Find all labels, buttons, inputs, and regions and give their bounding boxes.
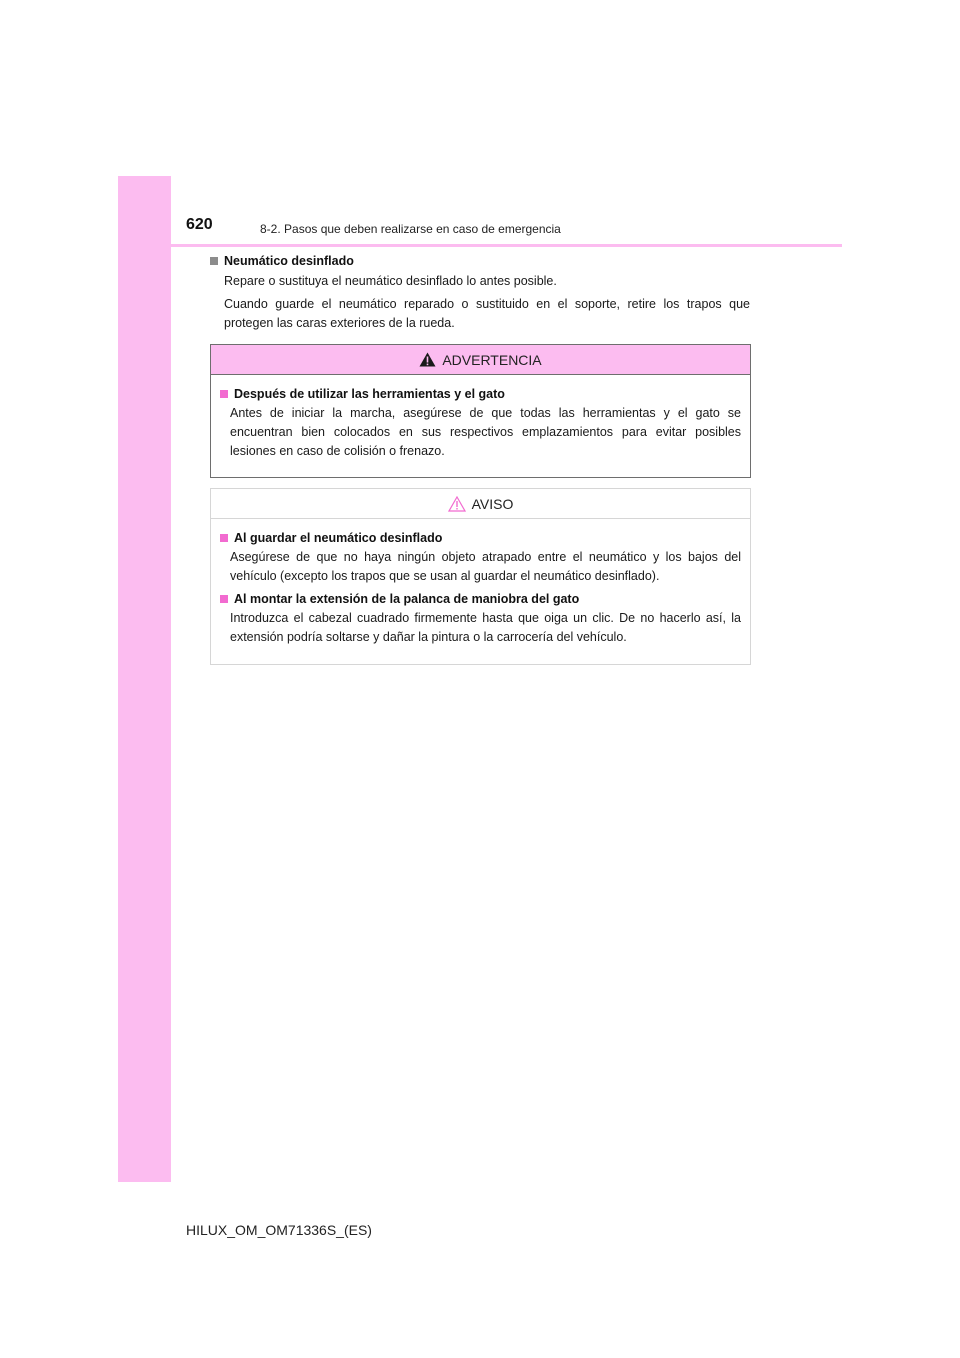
main-paragraph: Repare o sustituya el neumático desinflado lo antes posible.: [224, 274, 557, 288]
main-paragraph: Cuando guarde el neumático reparado o sustituido en el soporte, retire los trapos que protegen las caras exteriores de la rueda.: [224, 297, 750, 330]
notice-item-heading: [220, 592, 741, 606]
notice-box-header: [211, 489, 750, 519]
notice-box-title: AVISO: [471, 495, 514, 512]
caution-outline-icon: [448, 496, 466, 512]
square-bullet-icon: [220, 534, 228, 542]
page-number: 620: [186, 216, 213, 233]
notice-item-heading-text: Al guardar el neumático desinflado: [234, 531, 443, 545]
warning-box: [210, 344, 751, 478]
warning-box-body: [211, 375, 750, 461]
main-heading: [210, 254, 750, 268]
footer-doc-code: HILUX_OM_OM71336S_(ES): [186, 1222, 372, 1238]
warning-box-title: ADVERTENCIA: [442, 351, 542, 368]
notice-item-text: Introduzca el cabezal cuadrado firmemente hasta que oiga un clic. De no hacerlo así, la extensión podría soltarse y dañar la pintura o la carrocería del vehículo.: [230, 611, 741, 644]
square-bullet-icon: [210, 257, 218, 265]
notice-box-body: [211, 519, 750, 647]
warning-item-text: Antes de iniciar la marcha, asegúrese de que todas las herramientas y el gato se encuentran bien colocados en sus respectivos emplazamientos para evitar posibles lesiones en caso de colisión o frenazo.: [230, 406, 741, 458]
main-heading-text: Neumático desinflado: [224, 254, 354, 268]
main-content: [210, 254, 750, 337]
notice-item-heading: [220, 531, 741, 545]
warning-filled-icon: [419, 352, 436, 367]
notice-box: [210, 488, 751, 665]
warning-item-heading: [220, 387, 741, 401]
warning-box-header: [211, 345, 750, 375]
section-title: 8-2. Pasos que deben realizarse en caso de emergencia: [260, 222, 561, 236]
warning-item-heading-text: Después de utilizar las herramientas y el gato: [234, 387, 505, 401]
square-bullet-icon: [220, 390, 228, 398]
notice-item-heading-text: Al montar la extensión de la palanca de maniobra del gato: [234, 592, 580, 606]
square-bullet-icon: [220, 595, 228, 603]
header-rule: [118, 244, 842, 247]
notice-item-text: Asegúrese de que no haya ningún objeto atrapado entre el neumático y los bajos del vehículo (excepto los trapos que se usan al guardar el neumático desinflado).: [230, 550, 741, 583]
side-band: [118, 176, 171, 1182]
